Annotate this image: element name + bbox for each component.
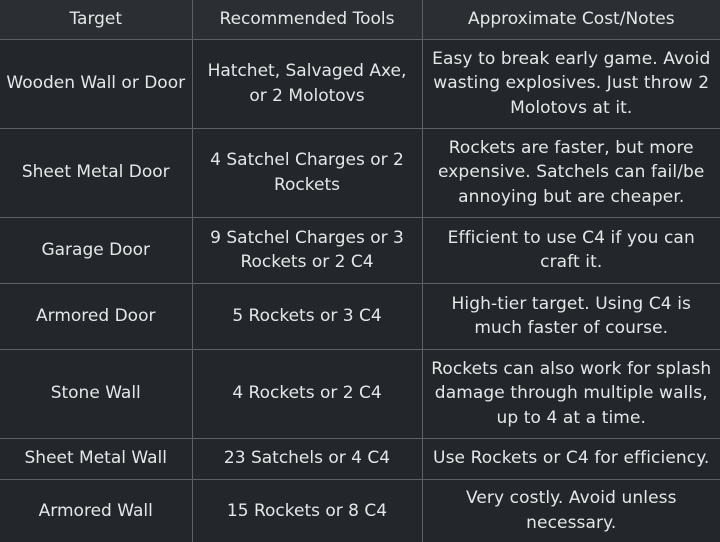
notes-cell: Easy to break early game. Avoid wasting explosives. Just throw 2 Molotovs at it. xyxy=(422,39,720,128)
tools-cell: 15 Rockets or 8 C4 xyxy=(192,479,422,542)
target-cell: Sheet Metal Door xyxy=(0,128,192,217)
table-row xyxy=(0,39,720,128)
target-cell: Wooden Wall or Door xyxy=(0,39,192,128)
notes-cell: Efficient to use C4 if you can craft it. xyxy=(422,217,720,283)
target-cell: Armored Wall xyxy=(0,479,192,542)
tools-cell: 5 Rockets or 3 C4 xyxy=(192,283,422,349)
header-recommended-tools: Recommended Tools xyxy=(192,0,422,39)
tools-cell: Hatchet, Salvaged Axe, or 2 Molotovs xyxy=(192,39,422,128)
target-cell: Sheet Metal Wall xyxy=(0,438,192,479)
table-row xyxy=(0,217,720,283)
notes-cell: Rockets can also work for splash damage through multiple walls, up to 4 at a time. xyxy=(422,349,720,438)
tools-cell: 4 Rockets or 2 C4 xyxy=(192,349,422,438)
notes-cell: High-tier target. Using C4 is much faster of course. xyxy=(422,283,720,349)
header-cost-notes: Approximate Cost/Notes xyxy=(422,0,720,39)
table-row xyxy=(0,283,720,349)
table-row xyxy=(0,479,720,542)
target-cell: Armored Door xyxy=(0,283,192,349)
header-target: Target xyxy=(0,0,192,39)
target-cell: Garage Door xyxy=(0,217,192,283)
notes-cell: Use Rockets or C4 for efficiency. xyxy=(422,438,720,479)
table-row xyxy=(0,438,720,479)
notes-cell: Very costly. Avoid unless necessary. xyxy=(422,479,720,542)
tools-cell: 9 Satchel Charges or 3 Rockets or 2 C4 xyxy=(192,217,422,283)
tools-cell: 4 Satchel Charges or 2 Rockets xyxy=(192,128,422,217)
table-row xyxy=(0,349,720,438)
table-row xyxy=(0,128,720,217)
header-row xyxy=(0,0,720,39)
target-cell: Stone Wall xyxy=(0,349,192,438)
tools-cell: 23 Satchels or 4 C4 xyxy=(192,438,422,479)
notes-cell: Rockets are faster, but more expensive. Satchels can fail/be annoying but are cheaper. xyxy=(422,128,720,217)
